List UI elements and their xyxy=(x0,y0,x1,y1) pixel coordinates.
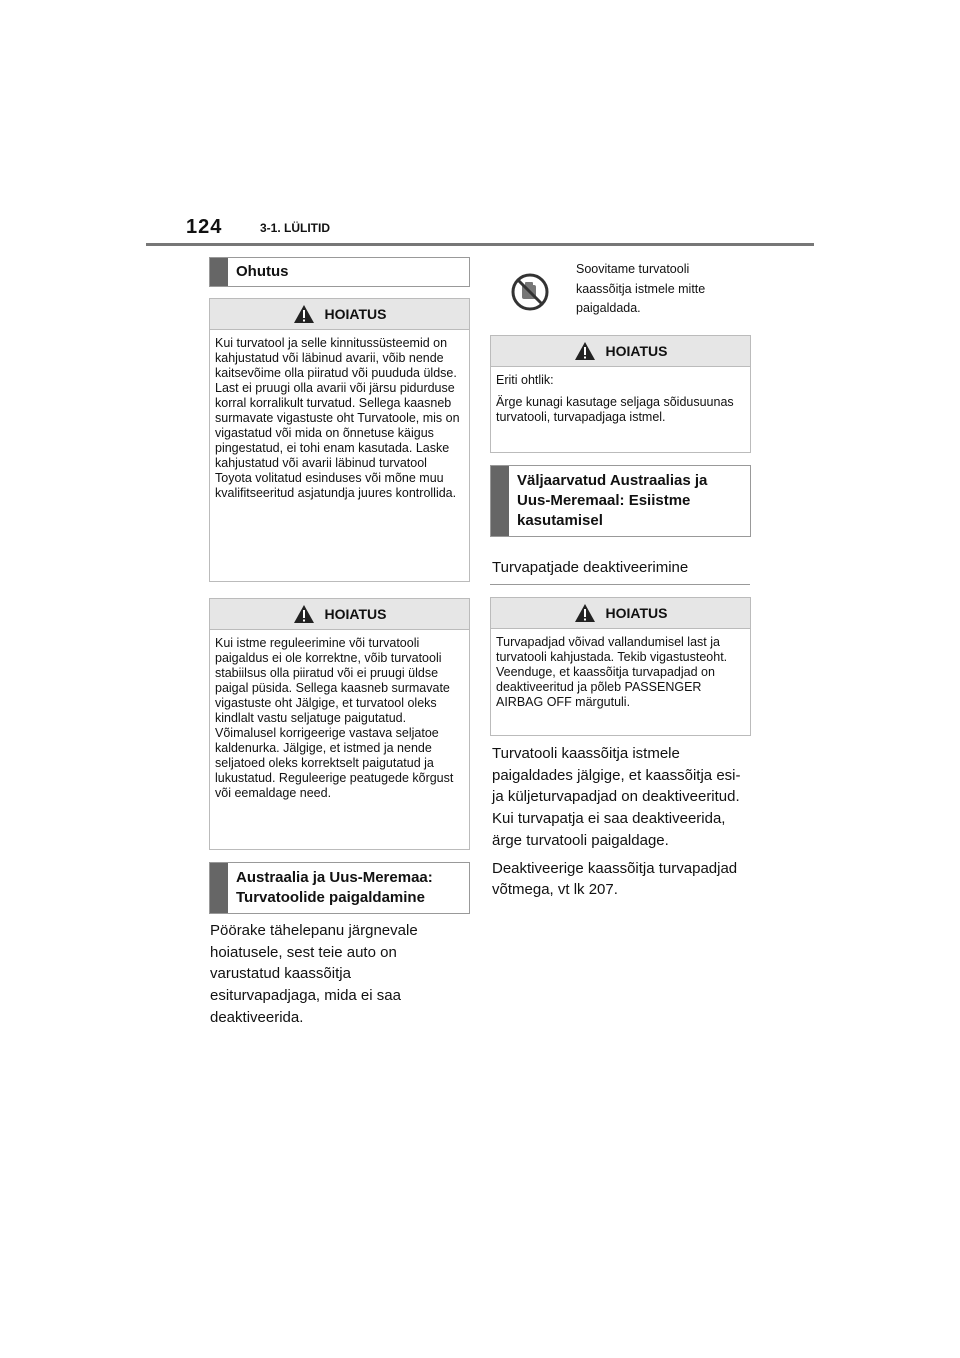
warning-title: HOIATUS xyxy=(605,343,668,359)
note-text: Soovitame turvatooli kaassõitja istmele mitte paigaldada. xyxy=(576,262,706,315)
left-paragraph xyxy=(210,920,455,1035)
warning-triangle-icon xyxy=(574,603,596,623)
warning-box-1 xyxy=(209,298,470,582)
section-ohutus xyxy=(209,257,470,287)
right-paragraphs xyxy=(492,743,748,907)
section-bar xyxy=(491,466,509,536)
warning-text: Kui turvatool ja selle kinnitussüsteemid on kahjustatud või läbinud avarii, võib nende kaitsevõime olla piiratud või puududa üldse. Last ei pruugi olla avarii või järsu pidurduse korral korralikult turvatud. Sellega kaasneb surmavate vigastuste oht Turvatoole, mis on vigastatud või mida on õnnetuse käigus pingestatud, ei tohi enam kasutada. Laske kahjustatud või avarii läbinud turvatool Toyota volitatud esinduses või mõne muu kvalifitseeritud asjatundja juures kontrollida. xyxy=(215,336,460,500)
warning-title: HOIATUS xyxy=(605,605,668,621)
section-title: Väljaarvatud Austraalias ja Uus-Meremaal: Esiistme kasutamisel xyxy=(517,472,708,529)
section-title: Austraalia ja Uus-Meremaa: Turvatoolide paigaldamine xyxy=(236,869,433,906)
warning-triangle-icon xyxy=(574,341,596,361)
header-divider xyxy=(146,243,814,246)
warning-body xyxy=(491,367,750,433)
warning-text: Kui istme reguleerimine või turvatooli paigaldus ei ole korrektne, võib turvatooli stabiilsus olla piiratud või ei pruugi üldse paigal püsida. Sellega kaasneb surmavate vigastuste oht Jälgige, et turvatool oleks kindlalt vastu seljatuge paigutatud. Võimalusel korrigeerige vastava seljatoe kaldenurka. Jälgige, et istmed ja nende seljatoed oleks korrektselt paigutatud ja lukustatud. Reguleerige peatugede kõrgust või eemaldage need. xyxy=(215,636,454,800)
page-number: 124 xyxy=(186,216,223,238)
chapter-title: 3-1. LÜLITID xyxy=(260,221,331,235)
warning-triangle-icon xyxy=(293,304,315,324)
section-bar xyxy=(210,258,228,286)
warning-title: HOIATUS xyxy=(324,606,387,622)
subheading: Turvapatjade deaktiveerimine xyxy=(492,559,689,576)
paragraph-text: Deaktiveerige kaassõitja turvapadjad võtmega, vt lk 207. xyxy=(492,859,738,899)
warning-header xyxy=(210,599,469,630)
section-title: Ohutus xyxy=(236,263,289,280)
warning-box-2 xyxy=(209,598,470,850)
warning-text: Turvapadjad võivad vallandumisel last ja turvatooli kahjustada. Tekib vigastusteoht. Veenduge, et kaassõitja turvapadjad on deaktiveeritud ja põleb PASSENGER AIRBAG OFF märgutuli. xyxy=(496,635,728,709)
warning-body xyxy=(210,630,469,809)
warning-box-4 xyxy=(490,597,751,736)
warning-body xyxy=(210,330,469,509)
no-child-seat-icon xyxy=(510,272,550,312)
paragraph-text: Turvatooli kaassõitja istmele paigaldades jälgige, et kaassõitja esi- ja küljeturvapadjad on deaktiveeritud. Kui turvapatja ei saa deaktiveerida, ärge turvatooli paigaldage. xyxy=(492,745,741,849)
warning-title: HOIATUS xyxy=(324,306,387,322)
warning-header xyxy=(491,336,750,367)
section-bar xyxy=(210,863,228,913)
warning-header xyxy=(210,299,469,330)
paragraph-text: Pöörake tähelepanu järgnevale hoiatusele, sest teie auto on varustatud kaassõitja esiturvapadjaga, mida ei saa deaktiveerida. xyxy=(210,922,418,1026)
warning-triangle-icon xyxy=(293,604,315,624)
warning-body xyxy=(491,629,750,718)
section-except-australia xyxy=(490,465,751,537)
section-australia-install xyxy=(209,862,470,914)
warning-line-2: Ärge kunagi kasutage seljaga sõidusuunas turvatooli, turvapadjaga istmel. xyxy=(496,395,734,424)
warning-header xyxy=(491,598,750,629)
warning-box-3 xyxy=(490,335,751,453)
warning-line-1: Eriti ohtlik: xyxy=(496,373,554,387)
subheading-divider xyxy=(490,584,750,585)
